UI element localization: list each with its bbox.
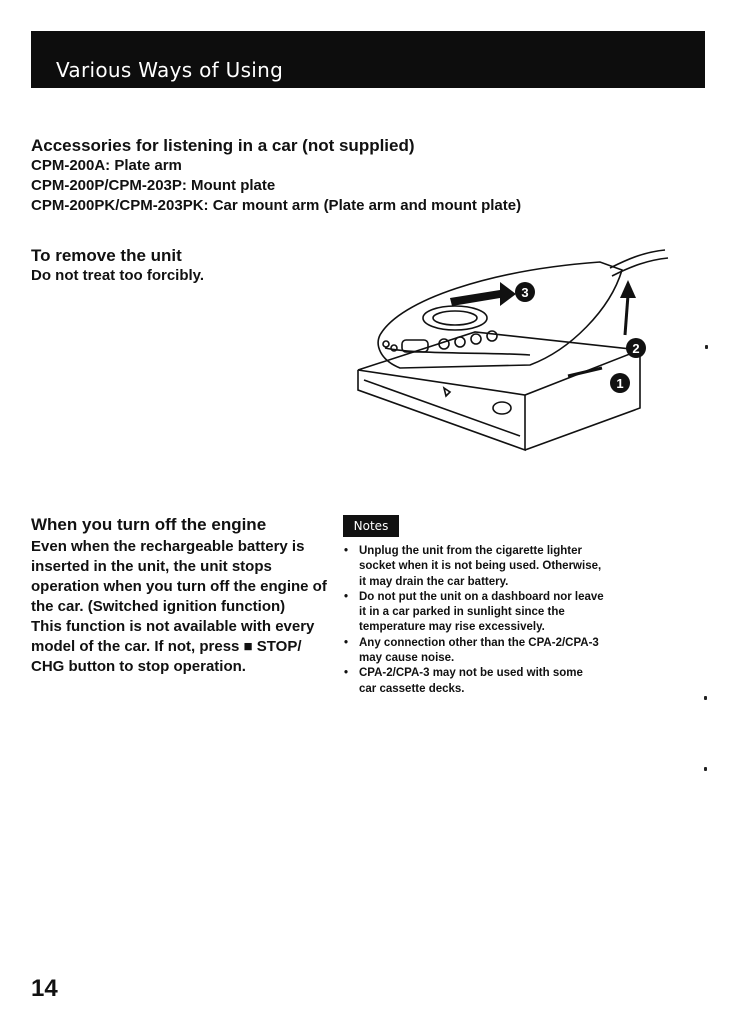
note-item [343,636,663,667]
note-line: it in a car parked in sunlight since the [359,606,565,619]
engine-heading: When you turn off the engine [31,515,267,534]
remove-text: Do not treat too forcibly. [31,267,205,284]
note-line: it may drain the car battery. [359,575,509,588]
engine-section [31,515,327,677]
margin-mark [704,767,707,771]
accessories-section [31,136,521,216]
accessory-item: CPM-200P/CPM-203P: Mount plate [31,177,276,194]
accessory-item: CPM-200A: Plate arm [31,157,182,174]
remove-section [31,246,204,286]
note-line: may cause noise. [359,652,455,665]
engine-text-line: operation when you turn off the engine of [31,578,327,595]
stop-symbol-icon: ■ [243,638,253,655]
note-line: temperature may rise excessively. [359,621,545,634]
note-item [343,590,663,636]
accessories-heading: Accessories for listening in a car (not supplied) [31,136,415,155]
note-line: • CPA-2/CPA-3 may not be used with some [359,667,583,680]
stop-label: STOP/ [256,638,302,655]
engine-text-line: inserted in the unit, the unit stops [31,558,272,575]
note-line: car cassette decks. [359,682,465,695]
engine-text-line: the car. (Switched ignition function) [31,598,286,615]
margin-mark [704,696,707,700]
page-number: 14 [31,975,58,1002]
section-banner [31,31,705,88]
notes-label: Notes [343,515,399,537]
engine-text-part: model of the car. If not, press [31,638,240,655]
section-title: Various Ways of Using [56,58,284,82]
accessory-item: CPM-200PK/CPM-203PK: Car mount arm (Plate arm and mount plate) [31,197,522,214]
engine-text-line: This function is not available with every [31,618,315,635]
note-line: • Any connection other than the CPA-2/CPA-3 [359,636,599,649]
callout-3: 3 [521,285,529,300]
engine-text-line: Even when the rechargeable battery is [31,538,305,555]
car-mount-illustration [340,240,680,465]
engine-text-line [31,637,327,657]
callout-2: 2 [632,341,640,356]
callout-1: 1 [616,376,624,391]
engine-text-line: CHG button to stop operation. [31,658,246,675]
note-line: • Do not put the unit on a dashboard nor leave [359,590,604,603]
note-line: socket when it is not being used. Otherwise, [359,560,602,573]
note-item [343,666,663,697]
note-line: • Unplug the unit from the cigarette lighter [359,545,582,557]
notes-list [343,544,663,697]
note-item [343,544,663,590]
remove-heading: To remove the unit [31,246,182,265]
margin-mark [705,345,708,349]
